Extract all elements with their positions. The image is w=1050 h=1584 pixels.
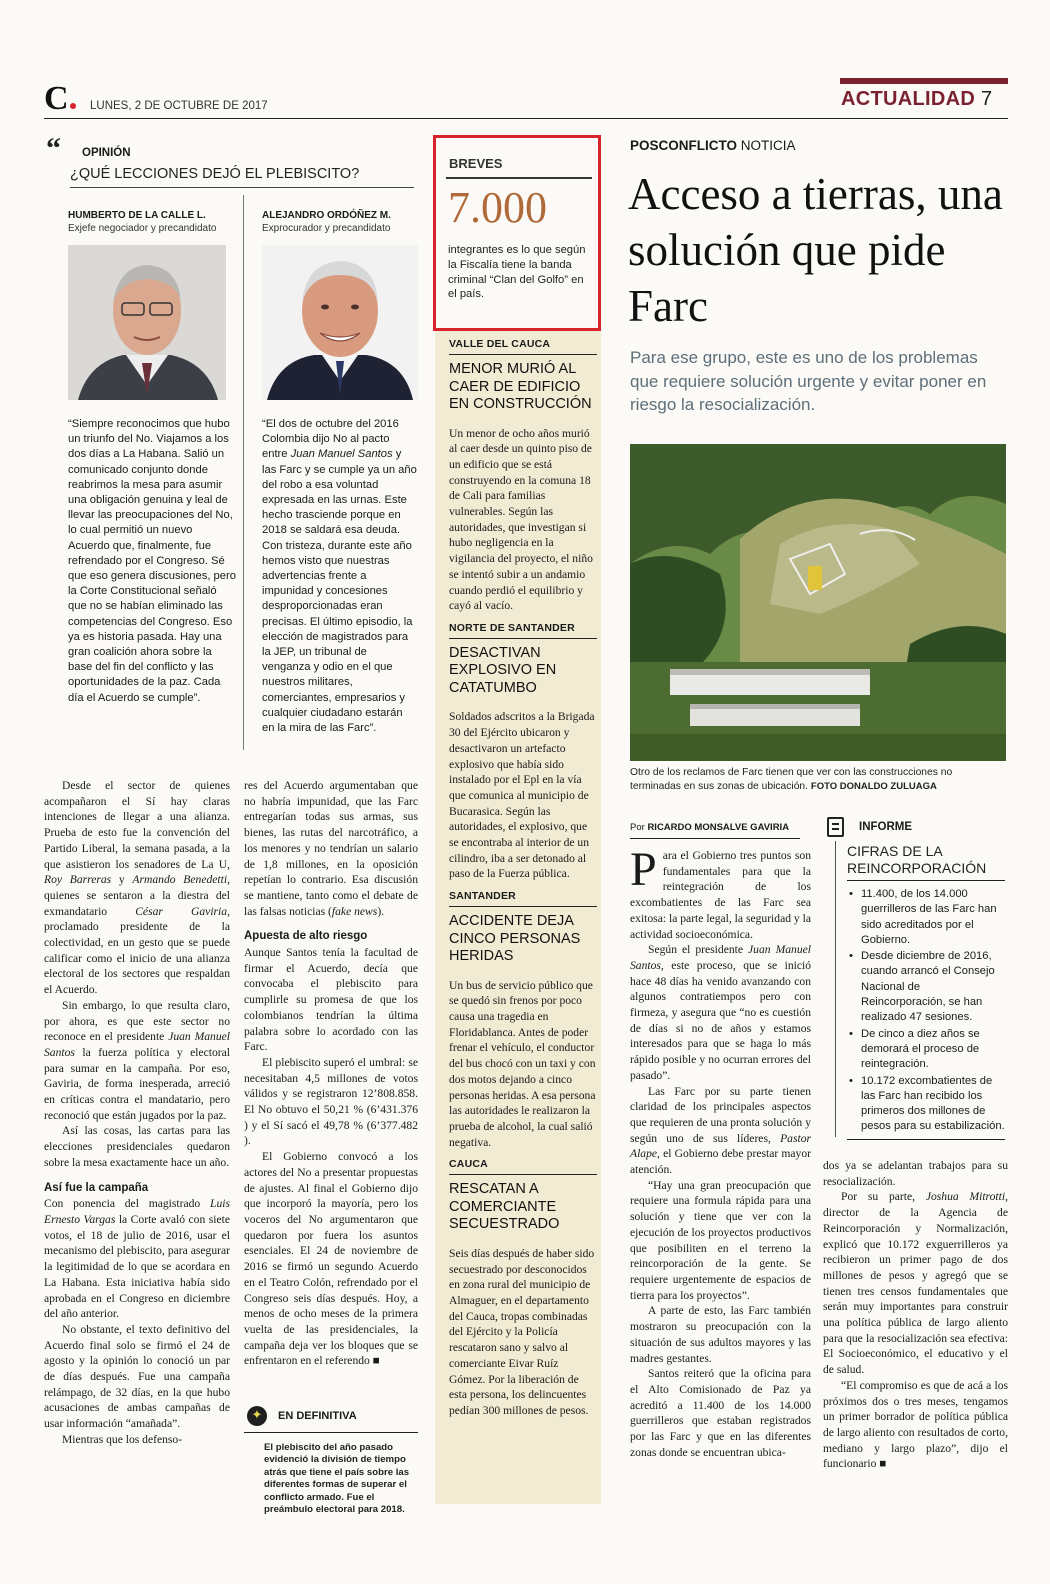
informe-rule — [847, 880, 1005, 881]
portrait-left — [68, 245, 226, 400]
kicker-topic: POSCONFLICTO — [630, 138, 738, 153]
breve-item — [449, 890, 597, 1150]
paragraph: Aunque Santos tenía la facultad de firmar el Acuerdo, decía que convocaba el plebiscito para cumplirle su promesa de que los colombianos tendrían la última palabra sobre lo acordado con las Farc. — [244, 946, 418, 1054]
opinion-rule — [70, 187, 414, 188]
breves-big-text: integrantes es lo que según la Fiscalía tiene la banda criminal “Clan del Golfo” en el país. — [448, 244, 586, 301]
byline — [630, 822, 789, 833]
definitiva-rule — [244, 1432, 418, 1433]
opinion-question: ¿QUÉ LECCIONES DEJÓ EL PLEBISCITO? — [70, 166, 360, 182]
breves-rule — [446, 177, 592, 179]
breves-list — [449, 338, 597, 1419]
caption-text: Otro de los reclamos de Farc tienen que ver con las construcciones no terminadas en sus zonas de ubicación. — [630, 767, 953, 792]
opinion-right-quote — [262, 417, 418, 736]
quote-mark-icon: “ — [46, 132, 61, 165]
informe-label: INFORME — [859, 821, 913, 833]
paragraph: El plebiscito superó el umbral: se necesitaban 4,5 millones de votos válidos y se registraron 12’808.858. El No obtuvo el 50,21 % (6’431.376 ) y el Sí sacó el 49,78 % (6’377.482 ). — [244, 1055, 418, 1148]
opinion-left-role: Exjefe negociador y precandidato — [68, 223, 217, 234]
opinion-box — [44, 132, 418, 755]
portrait-left-image — [68, 245, 226, 400]
informe-box — [823, 815, 1008, 1145]
informe-item: • De cinco a diez años se demorará el proceso de reintegración. — [847, 1027, 1007, 1073]
photo-caption — [630, 766, 1006, 794]
opinion-label: OPINIÓN — [82, 147, 131, 159]
breve-rule — [449, 906, 597, 907]
document-icon — [827, 817, 844, 837]
breve-rule — [449, 638, 597, 639]
breve-headline: RESCATAN A COMERCIANTE SECUESTRADO — [449, 1181, 560, 1233]
masthead — [0, 0, 1050, 125]
drop-cap: P — [630, 843, 657, 896]
informe-title: CIFRAS DE LA REINCORPORACIÓN — [847, 843, 987, 876]
breve-item — [449, 622, 597, 882]
breve-headline: DESACTIVAN EXPLOSIVO EN CATATUMBO — [449, 644, 557, 696]
star-icon: ✦ — [247, 1406, 267, 1426]
en-definitiva-box — [244, 1404, 418, 1514]
masthead-rule — [44, 118, 1008, 119]
breve-rule — [449, 1174, 597, 1175]
logo-letter: C — [44, 80, 69, 117]
paragraph: A parte de esto, las Farc también mostraron su preocupación con la situación de sus adultos mayores y las madres gestantes. — [630, 1304, 811, 1365]
page-number: 7 — [980, 88, 993, 110]
logo — [44, 80, 76, 117]
breve-headline: MENOR MURIÓ AL CAER DE EDIFICIO EN CONSTRUCCIÓN — [449, 361, 592, 412]
portrait-right-image — [262, 245, 418, 400]
breve-section: CAUCA — [449, 1158, 488, 1171]
breve-rule — [449, 354, 597, 355]
breve-section: SANTANDER — [449, 890, 516, 903]
definitiva-text: El plebiscito del año pasado evidenció la división de tiempo atrás que tiene el país sobre las diferentes formas de superar el conflicto armado. Fue el preámbulo electoral para 2018. — [264, 1442, 410, 1516]
paragraph: res del Acuerdo argumentaban que no habría impunidad, que las Farc entregarían todas sus armas, sus bienes, las rutas del narcotráfico, a los menores y no tendrían un salario de 1,8 millones, en la oposición repetían lo contrario. Esa discusión se mantiene, tanto como el debate de las falsas noticias (fake news). — [244, 779, 418, 918]
breve-text: Seis días después de haber sido secuestrado por desconocidos en zona rural del municipio de Almaguer, en el departamento del Cauca, tropas combinadas del Ejército y la Policía rescataron sano y salvo al comerciante Eivar Ruíz Gómez. Por la liberación de esta persona, los delincuentes pedían 300 millones de pesos. — [449, 1246, 595, 1417]
body-column-2 — [244, 778, 418, 1369]
breve-item — [449, 338, 597, 614]
paragraph: Por su parte, Joshua Mitrotti, director de la Agencia de Reincorporación y Normalización, explicó que 10.172 exguerrilleros ya recibieron un primer pago de dos millones de pesos y agregó que se tienen tres censos fundamentales que serán muy importantes para construir una política pública de largo aliento para que la resocialización sea efectiva: El Socioeconómico, el educativo y el de salud. — [823, 1190, 1008, 1377]
article-headline: Acceso a tierras, una solución que pide Farc — [628, 169, 1003, 331]
opinion-divider — [243, 195, 244, 750]
photo-hillside-image — [630, 444, 1006, 761]
subheading: Apuesta de alto riesgo — [244, 930, 368, 943]
section-title — [841, 88, 992, 111]
opinion-left-quote: “Siempre reconocimos que hubo un triunfo del No. Viajamos a los dos días a La Habana. Salió un comunicado conjunto donde reabrimos la mesa para asumir una obligación genuina y leal de llevar las preocupaciones del No, lo cual permitió un nuevo Acuerdo que, finalmente, fue refrendado por el Congreso. Sé que eso genera discusiones, pero la Corte Constitucional señaló que no se habían eliminado las competencias del Congreso. Eso ya es historia pasada. Hay una gran coalición ahora sobre la base del fin del conflicto y las oportunidades de la paz. Cada día el Acuerdo se cumple”. — [68, 418, 236, 704]
quote-name: Juan Manuel Santos — [290, 448, 393, 461]
article-photo — [630, 444, 1006, 761]
quote-part: “El dos de octubre del 2016 Colombia dijo No al pacto entre — [262, 418, 399, 461]
article-deck: Para ese grupo, este es uno de los problemas que requiere solución urgente y evitar poner en riesgo la resocialización. — [630, 348, 987, 414]
byline-rule — [630, 838, 800, 839]
photo-credit: FOTO DONALDO ZULUAGA — [810, 781, 937, 792]
informe-item: • 11.400, de los 14.000 guerrilleros de las Farc han sido acreditados por el Gobierno. — [847, 887, 1007, 948]
breve-headline: ACCIDENTE DEJA CINCO PERSONAS HERIDAS — [449, 913, 581, 965]
informe-item: • Desde diciembre de 2016, cuando arrancó el Consejo Nacional de Reincorporación, se han realizado 47 sesiones. — [847, 949, 1007, 1025]
paragraph: Para el Gobierno tres puntos son fundamentales para que la reintegración de los excombatientes de las Farc sea exitosa: la parte legal, la seguridad y la actividad socioeconómica. — [630, 843, 811, 941]
breve-item — [449, 1158, 597, 1418]
byline-author: RICARDO MONSALVE GAVIRIA — [647, 822, 790, 833]
breve-section: NORTE DE SANTANDER — [449, 621, 575, 634]
breve-text: Soldados adscritos a la Brigada 30 del Ejército ubicaron y desactivaron un artefacto explosivo que había sido instalado por el Epl en la vía que comunica al municipio de Bucarasica. Según las autoridades, el explosivo, que se encontraba al interior de un cilindro, iba a ser detonado al paso de la Fuerza pública. — [449, 710, 595, 881]
issue-date: LUNES, 2 DE OCTUBRE DE 2017 — [90, 100, 268, 112]
paragraph: Sin embargo, lo que resulta claro, por ahora, es que este sector no reconoce en el presidente Juan Manuel Santos la fuerza política y electoral para sumar en la campaña. Por eso, Gaviria, de forma inesperada, arreció en críticas contra el mandatario, pero reconoció que están jugados por la paz. — [44, 998, 230, 1122]
informe-bottom-rule — [847, 1139, 1005, 1140]
paragraph: Con ponencia del magistrado Luis Ernesto Vargas la Corte avaló con siete votos, el 18 de julio de 2016, usar el mecanismo del plebiscito, para asegurar la legitimidad de lo que se acordara en La Habana. Esta iniciativa había sido aprobada en el Congreso en diciembre del año anterior. — [44, 1197, 230, 1321]
paragraph: No obstante, el texto definitivo del Acuerdo final solo se firmó el 24 de agosto y la opinión lo conoció un par de días después. Fue una campaña relámpago, de 32 días, en la que hubo acusaciones de ambas campañas de usar información “amañada”. — [44, 1322, 230, 1431]
paragraph: Según el presidente Juan Manuel Santos, este proceso, que se inició hace 48 días ha venido avanzando con algunos contratiempos pero con firmeza, y asegura que “no es cuestión de días si no de años y estamos interesados para que se haga lo más rápido posible y no ocurran errores del pasado”. — [630, 943, 811, 1082]
informe-item: • 10.172 excombatientes de las Farc han recibido los primeros dos millones de pesos para su estabilización. — [847, 1074, 1007, 1135]
quote-part: y las Farc y se cumple ya un año del robo a esa voluntad expresada en las urnas. Este hecho trasciende porque en 2018 se saldará esa deuda. Con tristeza, durante este año hemos visto que nuestras advertencias frente a impunidad y concesiones desproporcionadas eran precisas. El último episodio, la elección de magistrados para la JEP, un tribunal de venganza y odio en el que nuestros militares, comerciantes, empresarios y cualquier ciudadano estarán en la mira de las Farc”. — [262, 448, 417, 735]
article-column-1 — [630, 843, 811, 1460]
paragraph: Así las cosas, las cartas para las elecciones presidenciales quedaron sobre la mesa exactamente hace un año. — [44, 1124, 230, 1169]
body-column-1 — [44, 778, 230, 1448]
informe-list — [847, 887, 1007, 1136]
section-name: ACTUALIDAD — [841, 88, 976, 110]
byline-prefix: Por — [630, 822, 645, 833]
paragraph: “El compromiso es que de acá a los próximos dos o tres meses, tengamos un primer borrador de política pública de largo aliento con resultados de corto, mediano y largo plazo”, dijo el funcionario ■ — [823, 1378, 1008, 1471]
opinion-right-name: ALEJANDRO ORDÓÑEZ M. — [262, 210, 391, 221]
informe-divider — [835, 841, 836, 1137]
opinion-left-name: HUMBERTO DE LA CALLE L. — [68, 210, 206, 221]
article-kicker — [630, 138, 796, 153]
definitiva-label: EN DEFINITIVA — [278, 1410, 357, 1422]
breves-highlight — [433, 135, 601, 331]
opinion-right-role: Exprocurador y precandidato — [262, 223, 391, 234]
paragraph: Las Farc por su parte tienen claridad de los principales aspectos que requieren de una pronta solución y según uno de sus líderes, Pastor Alape, el Gobierno debe prestar mayor atención. — [630, 1084, 811, 1177]
paragraph: Mientras que los defenso- — [62, 1432, 183, 1446]
logo-dot — [70, 103, 76, 109]
section-bar — [840, 78, 1008, 84]
portrait-right — [262, 245, 418, 400]
subheading: Así fue la campaña — [44, 1181, 149, 1194]
breve-text: Un bus de servicio público que se quedó sin frenos por poco causa una tragedia en Floridablanca. Antes de poder frenar el vehículo, el conductor del bus chocó con un taxi y con dos motos dejando a cinco personas heridas. A esa persona las autoridades le realizaron la prueba de alcohol, la cual salió negativa. — [449, 978, 596, 1149]
paragraph: Desde el sector de quienes acompañaron el Sí hay claras intenciones de llegar a una alianza. Prueba de esto fue la convención del Partido Liberal, la semana pasada, a la que asistieron los senadores de La U, Roy Barreras y Armando Benedetti, quienes se sentaron a la diestra del exmandatario César Gaviria, proclamado presidente de la colectividad, en un gesto que se puede calificar como el inicio de una alianza electoral de los sectores que respaldan el Acuerdo. — [44, 779, 230, 997]
article-column-2 — [823, 1158, 1008, 1472]
breves-label: BREVES — [449, 156, 503, 171]
breve-text: Un menor de ocho años murió al caer desde un quinto piso de un edificio que se está construyendo en la comuna 18 de Cali para familias vulnerables. Según las autoridades, que investigan si hubo negligencia en la vigilancia del proyecto, el niño se intentó subir a un andamio cuando perdió el equilibrio y cayó al vacío. — [449, 426, 593, 613]
breves-big-number: 7.000 — [448, 183, 547, 232]
breve-section: VALLE DEL CAUCA — [449, 338, 551, 350]
paragraph: El Gobierno convocó a los actores del No a presentar propuestas de ajustes. Al final el Gobierno dijo que incorporó la mayoría, pero los voceros del No argumentaron que quedaron por fuera los asuntos esenciales. El 24 de noviembre de 2016 se firmó un segundo Acuerdo en el Teatro Colón, refrendado por el Congreso seis días después. Hoy, a menos de ocho meses de la primera vuelta de las presidenciales, la campaña deja ver los bloques que se enfrentaron en el referendo ■ — [244, 1150, 418, 1368]
paragraph: “Hay una gran preocupación que requiere una formula rápida para una solución y tiene que ver con la ejecución de los proyectos productivos que posibiliten en el terreno la reincorporación de la gente. Se requiere urgentemente de espacios de tierra para los proyectos”. — [630, 1178, 811, 1302]
kicker-type: NOTICIA — [740, 138, 796, 153]
paragraph: dos ya se adelantan trabajos para su resocialización. — [823, 1159, 1008, 1188]
paragraph: Santos reiteró que la oficina para el Alto Comisionado de Paz ya acreditó a 11.400 de los 14.000 guerrilleros que estaban registrados por las Farc y que en las diferentes zonas donde se encuentran ubica- — [630, 1367, 811, 1459]
